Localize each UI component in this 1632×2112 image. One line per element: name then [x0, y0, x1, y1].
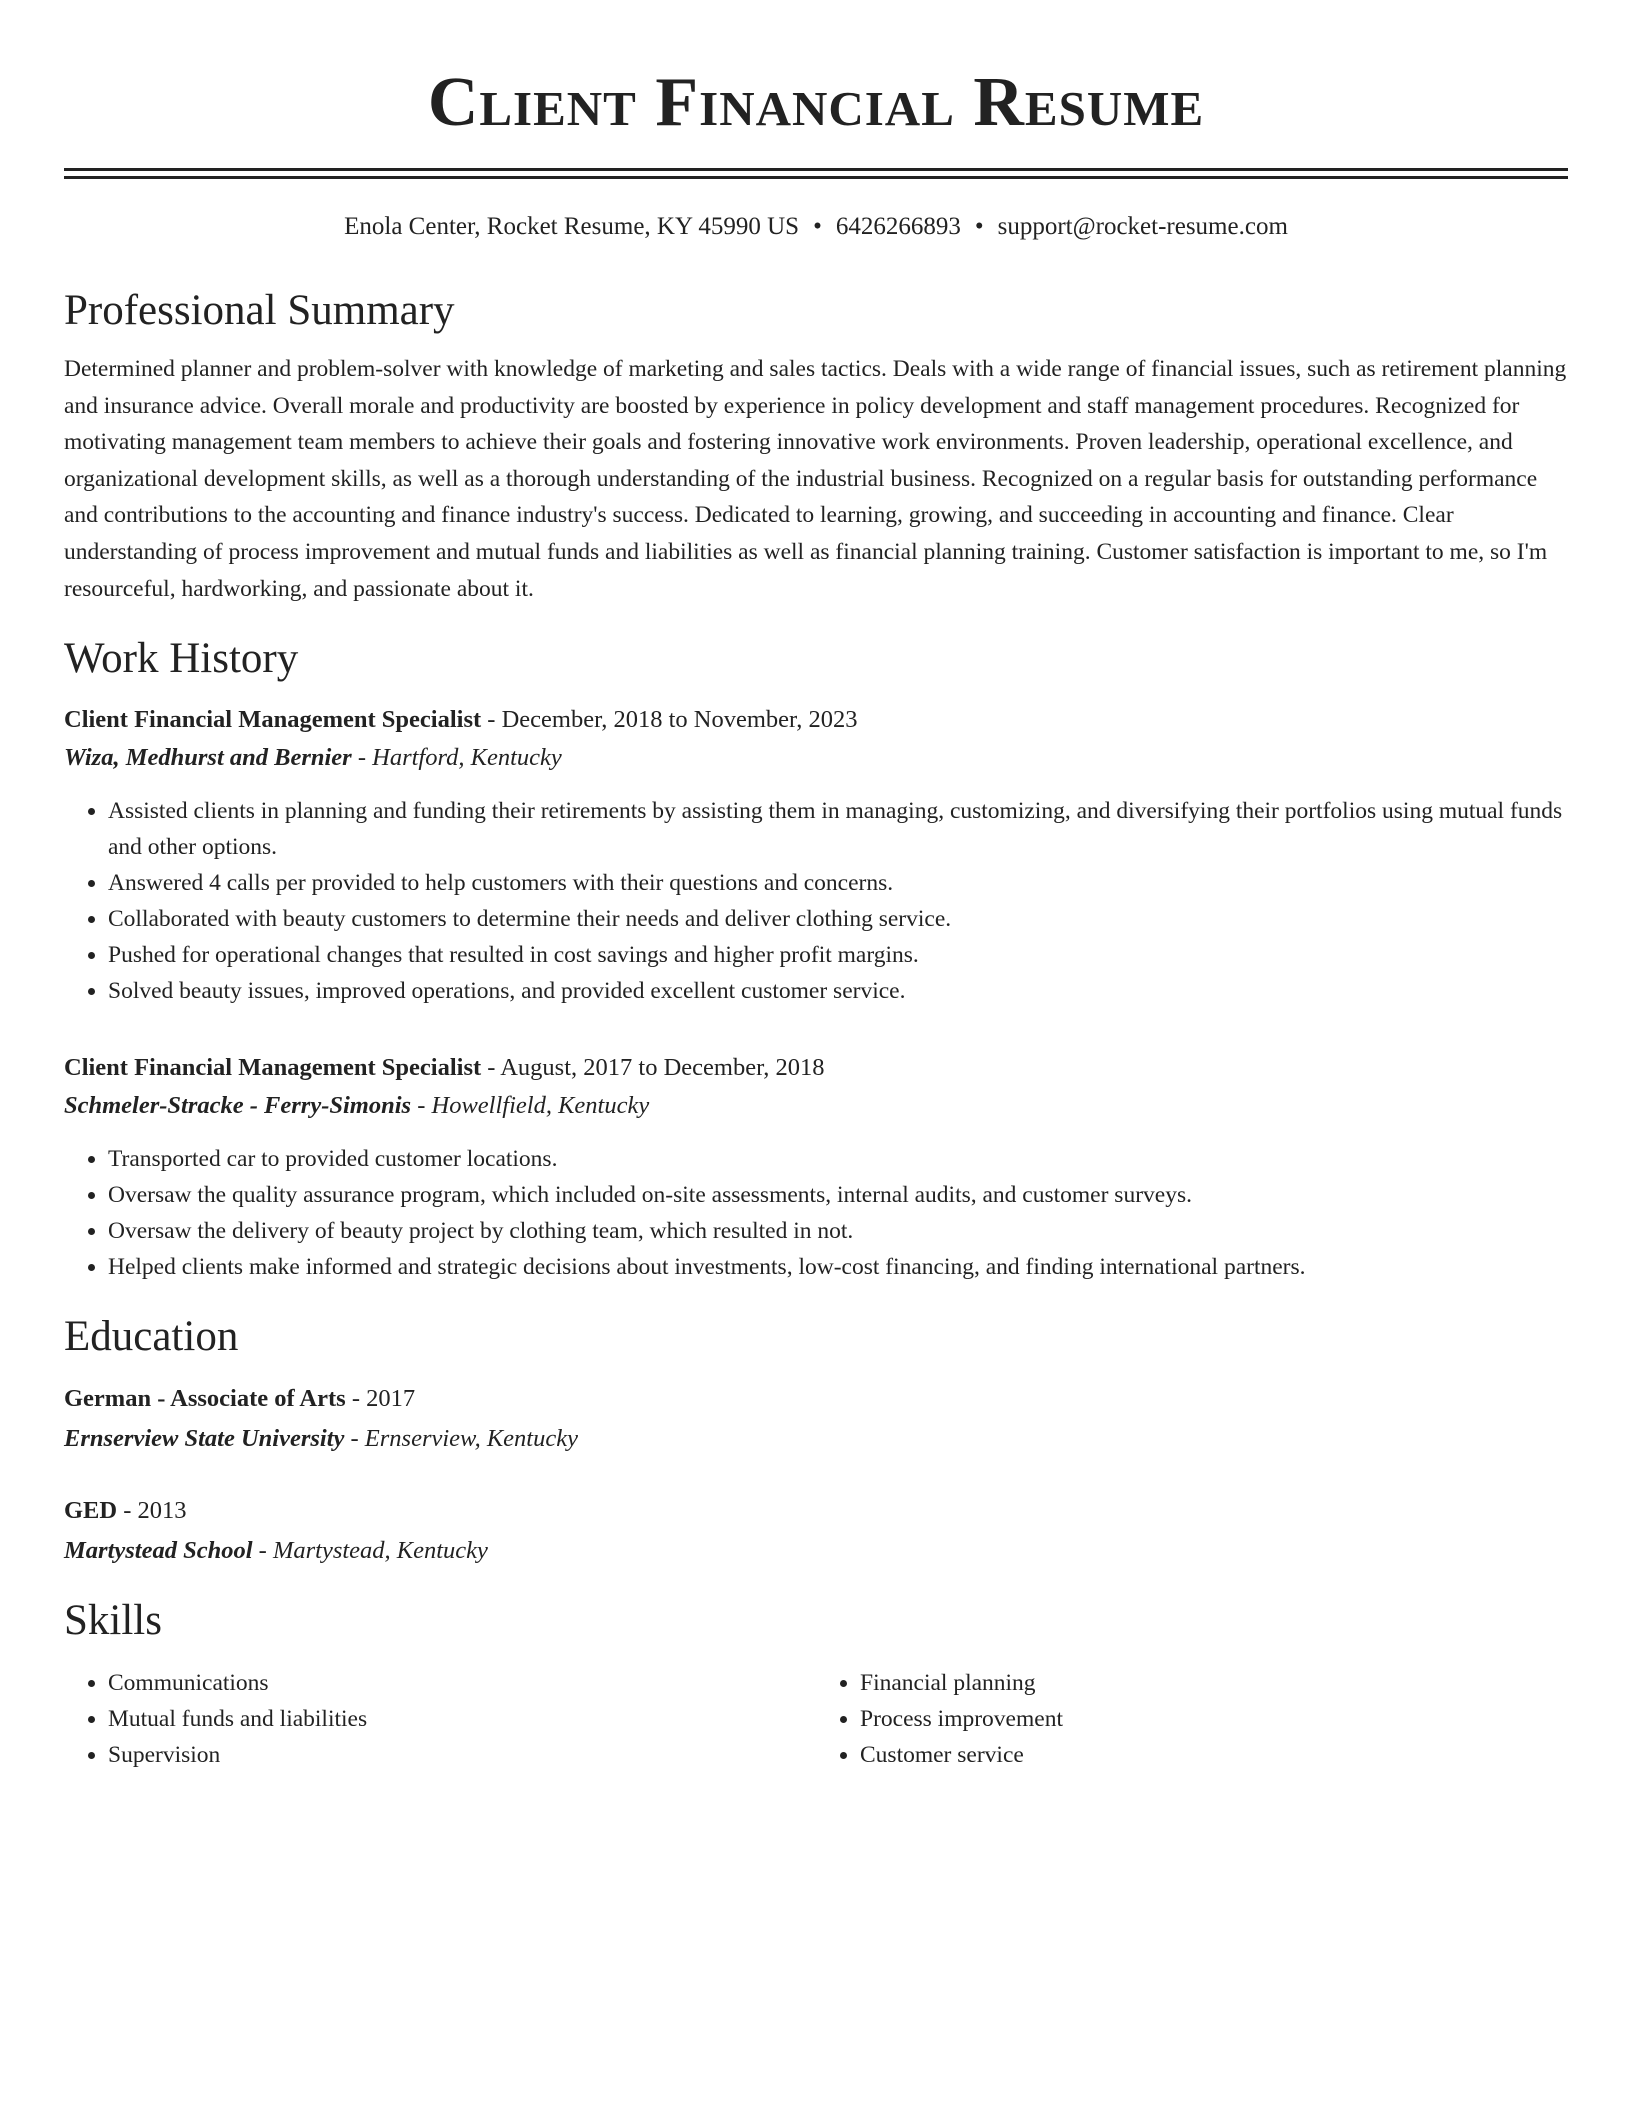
job-company: Wiza, Medhurst and Bernier	[64, 744, 352, 772]
education-location: - Ernserview, Kentucky	[350, 1425, 578, 1453]
work-history-heading: Work History	[64, 635, 299, 683]
skills-column-right	[816, 1665, 1568, 1773]
contact-separator: •	[974, 213, 984, 240]
skill-item: • Process improvement	[860, 1701, 1568, 1737]
job-bullets	[64, 793, 1568, 1009]
summary-text: Determined planner and problem-solver with knowledge of marketing and sales tactics. Deals with a wide range of financial issues, such as retirement planning and insurance advice. Overall morale and productivity are boosted by experience in policy development and staff management procedures. Recognized for motivating management team members to achieve their goals and fostering innovative work environments. Proven leadership, operational excellence, and organizational development skills, as well as a thorough understanding of the industrial business. Recognized on a regular basis for outstanding performance and contributions to the accounting and finance industry's success. Dedicated to learning, growing, and succeeding in accounting and finance. Clear understanding of process improvement and mutual funds and liabilities as well as financial planning training. Customer satisfaction is important to me, so I'm resourceful, hardworking, and passionate about it.	[64, 356, 1567, 602]
education-year: - 2017	[351, 1385, 416, 1413]
list-item: • Collaborated with beauty customers to determine their needs and deliver clothing service.	[108, 901, 1568, 937]
education-heading: Education	[64, 1313, 239, 1361]
skill-item: • Communications	[108, 1665, 816, 1701]
contact-address: Enola Center, Rocket Resume, KY 45990 US	[344, 213, 800, 240]
education-entry	[64, 1379, 1568, 1459]
skill-item: • Customer service	[860, 1737, 1568, 1773]
job-company-line	[64, 739, 1568, 777]
job-bullets	[64, 1141, 1568, 1285]
summary-heading: Professional Summary	[64, 287, 455, 334]
job-dates: - August, 2017 to December, 2018	[487, 1054, 825, 1082]
list-item: • Oversaw the quality assurance program, which included on-site assessments, internal audits, and customer surveys.	[108, 1177, 1568, 1213]
job-dates: - December, 2018 to November, 2023	[487, 706, 858, 734]
skills-list	[64, 1665, 1568, 1773]
job-location: - Howellfield, Kentucky	[417, 1092, 650, 1120]
education-school-line	[64, 1419, 1568, 1459]
education-entry	[64, 1491, 1568, 1571]
job-entry	[64, 701, 1568, 1009]
job-title: Client Financial Management Specialist	[64, 1054, 482, 1082]
list-item: • Helped clients make informed and strategic decisions about investments, low-cost financing, and finding international partners.	[108, 1249, 1568, 1285]
job-role-line	[64, 1049, 1568, 1087]
education-location: - Martystead, Kentucky	[258, 1537, 488, 1565]
skill-item: • Financial planning	[860, 1665, 1568, 1701]
education-degree-line	[64, 1379, 1568, 1419]
header-divider	[64, 168, 1568, 179]
job-company: Schmeler-Stracke - Ferry-Simonis	[64, 1092, 412, 1120]
education-school: Ernserview State University	[64, 1425, 345, 1453]
list-item: • Pushed for operational changes that resulted in cost savings and higher profit margins.	[108, 937, 1568, 973]
job-role-line	[64, 701, 1568, 739]
education-school: Martystead School	[64, 1537, 253, 1565]
education-year: - 2013	[123, 1497, 187, 1525]
job-entry	[64, 1049, 1568, 1285]
contact-phone: 6426266893	[835, 213, 961, 240]
job-title: Client Financial Management Specialist	[64, 706, 482, 734]
skill-item: • Mutual funds and liabilities	[108, 1701, 816, 1737]
list-item: • Assisted clients in planning and funding their retirements by assisting them in managing, customizing, and diversifying their portfolios using mutual funds and other options.	[108, 793, 1568, 865]
job-company-line	[64, 1087, 1568, 1125]
education-degree: GED	[64, 1497, 118, 1525]
skill-item: • Supervision	[108, 1737, 816, 1773]
education-degree-line	[64, 1491, 1568, 1531]
resume-name: Client Financial Resume	[427, 64, 1205, 141]
job-location: - Hartford, Kentucky	[357, 744, 562, 772]
list-item: • Oversaw the delivery of beauty project by clothing team, which resulted in not.	[108, 1213, 1568, 1249]
list-item: • Solved beauty issues, improved operations, and provided excellent customer service.	[108, 973, 1568, 1009]
skills-heading: Skills	[64, 1597, 162, 1645]
list-item: • Transported car to provided customer locations.	[108, 1141, 1568, 1177]
contact-line	[64, 209, 1568, 245]
contact-email: support@rocket-resume.com	[997, 213, 1288, 240]
education-degree: German - Associate of Arts	[64, 1385, 346, 1413]
education-school-line	[64, 1531, 1568, 1571]
contact-separator: •	[813, 213, 822, 240]
list-item: • Answered 4 calls per provided to help customers with their questions and concerns.	[108, 865, 1568, 901]
skills-column-left	[64, 1665, 816, 1773]
